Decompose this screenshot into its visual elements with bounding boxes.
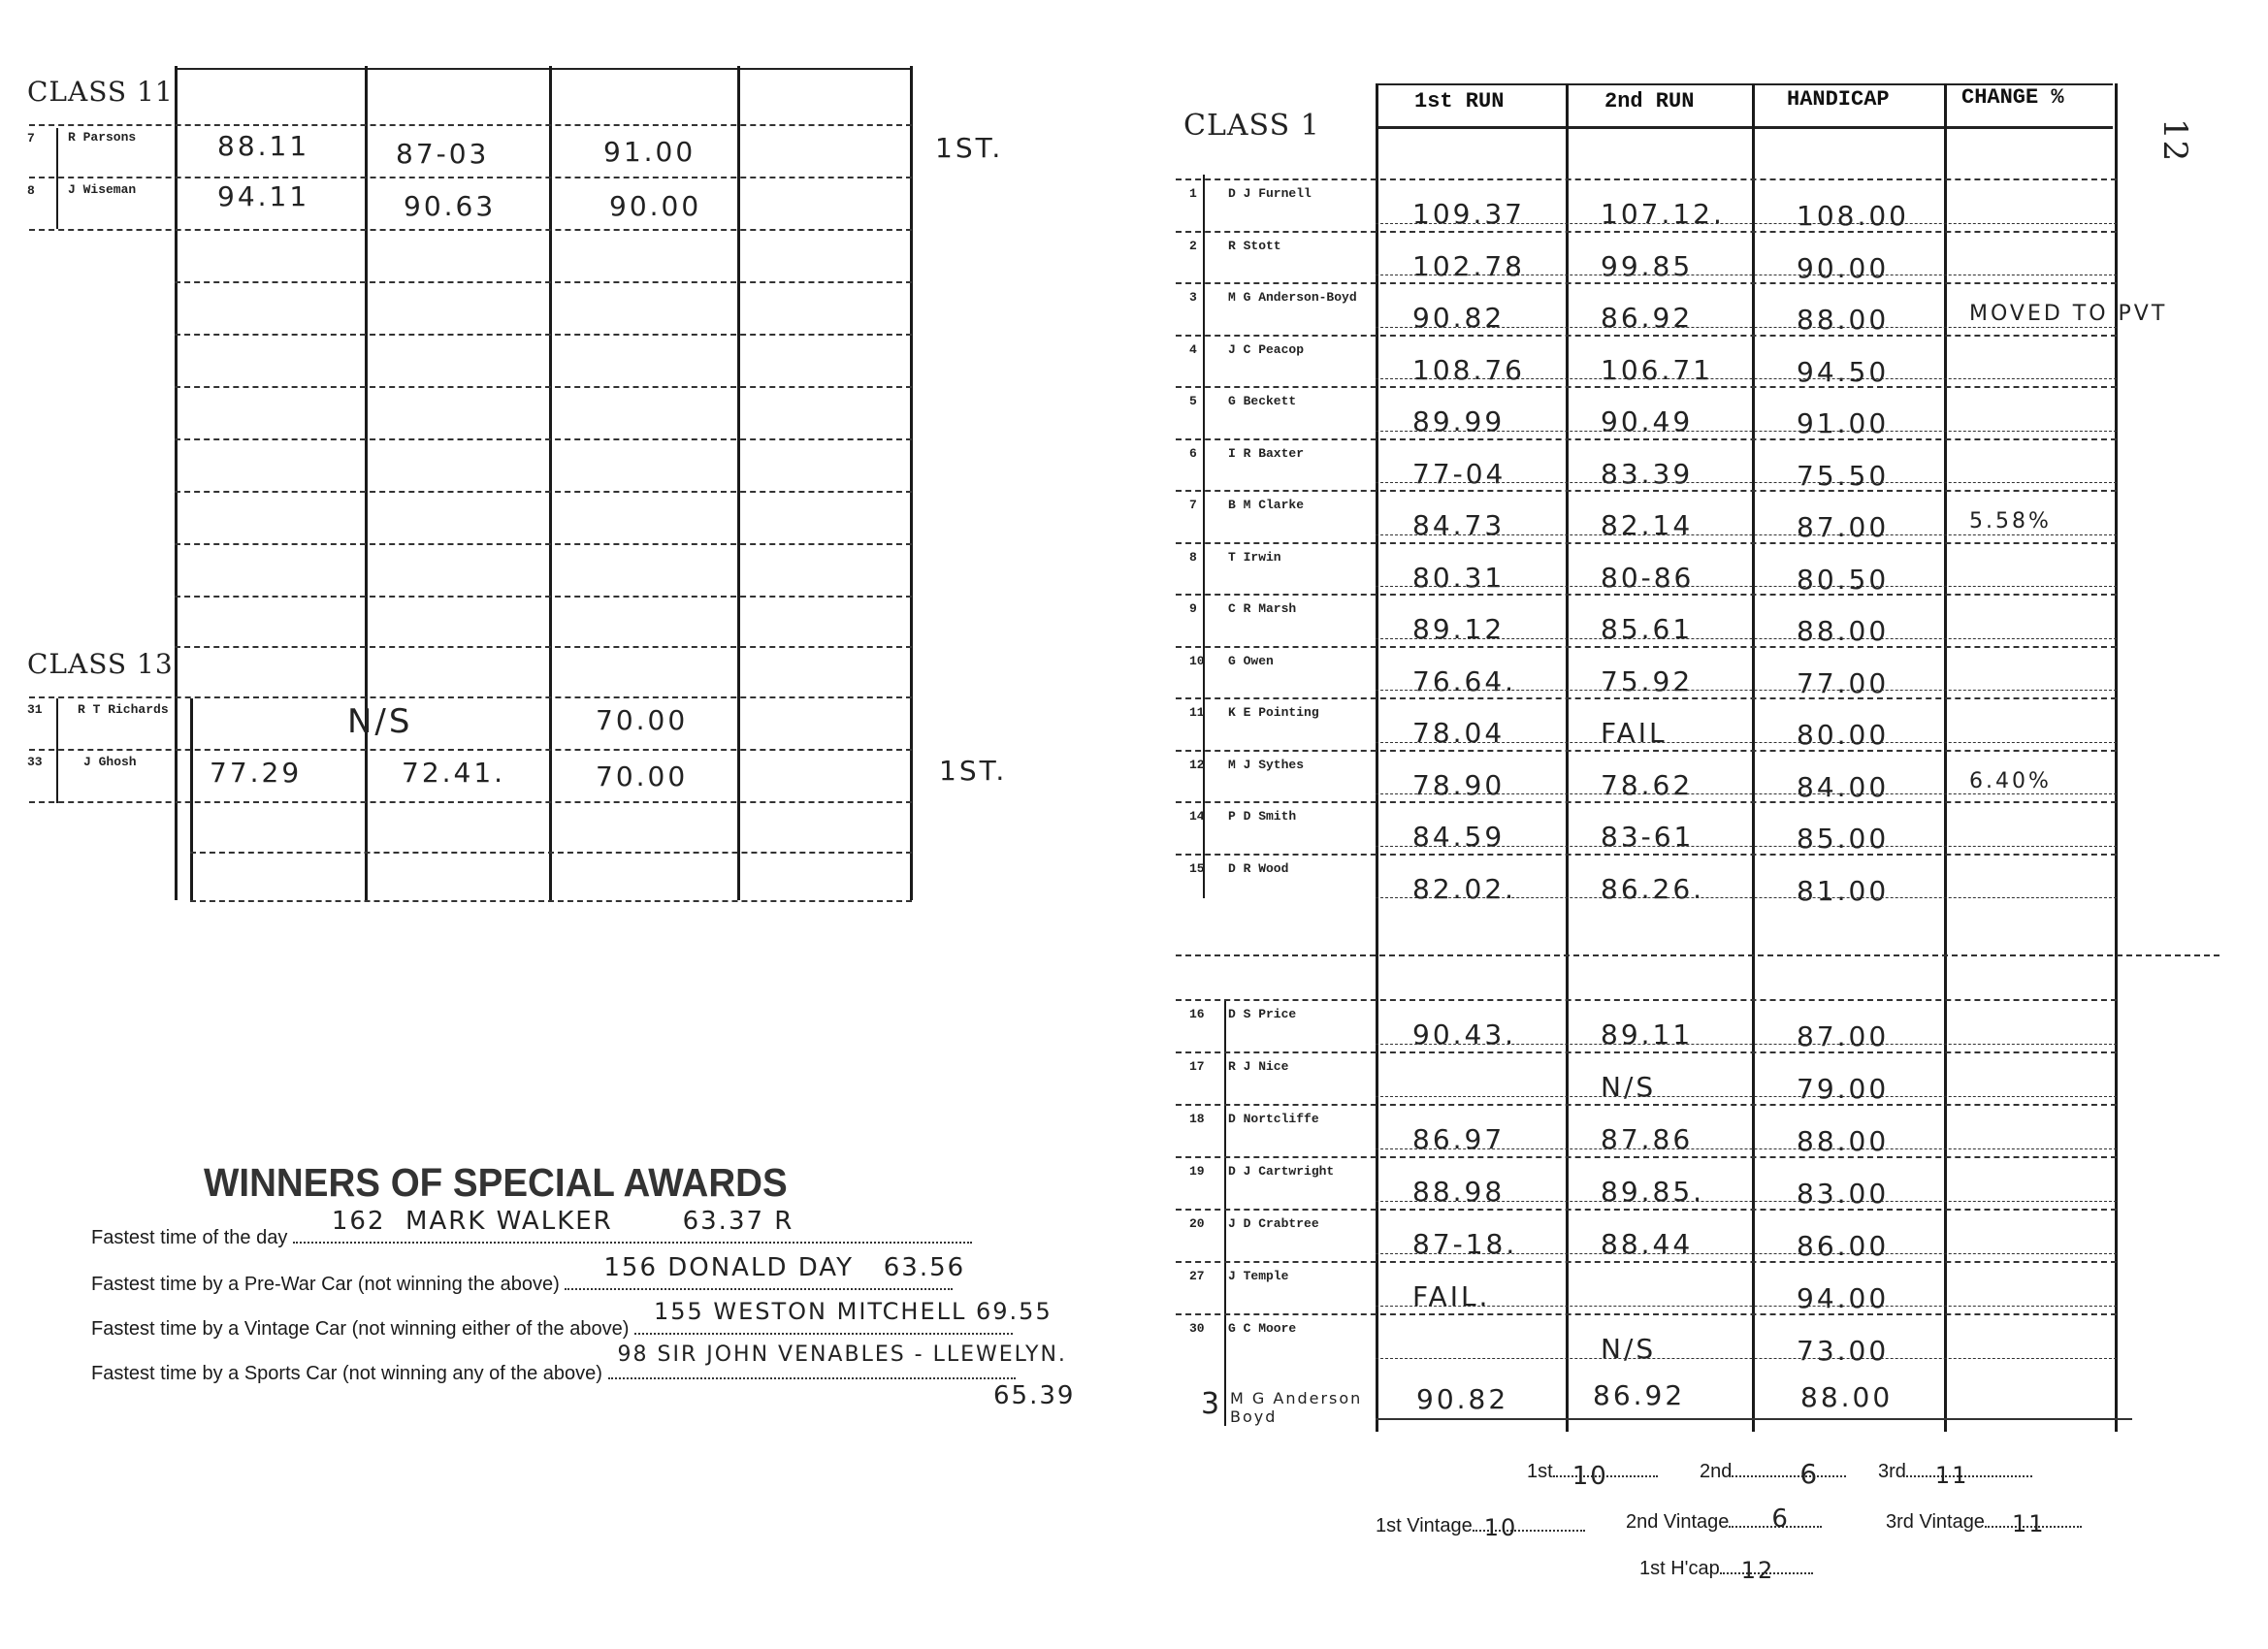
driver-name: J Ghosh <box>83 755 137 769</box>
placing-1st-vintage <box>1376 1514 1585 1541</box>
run1-time: 102.78 <box>1412 249 1525 282</box>
driver-name: T Irwin <box>1228 549 1281 565</box>
grid-vline <box>1376 83 1378 1432</box>
placing-value: 12 <box>1740 1557 1775 1584</box>
grid-vline <box>2115 83 2118 1432</box>
header-change: CHANGE % <box>1961 85 2064 110</box>
row-line <box>1376 638 2117 639</box>
placing-value: 10 <box>1571 1462 1608 1491</box>
driver-name: D Nortcliffe <box>1228 1112 1319 1126</box>
run1-time: 108.76 <box>1412 353 1525 386</box>
run1-time: FAIL. <box>1412 1280 1491 1312</box>
award-value: 98 SIR JOHN VENABLES - LLEWELYN. <box>617 1342 1067 1367</box>
row-number: 27 <box>1189 1269 1205 1283</box>
run1-time: 86.97 <box>1412 1123 1506 1155</box>
award-label: Fastest time by a Pre-War Car (not winning the above) <box>91 1274 560 1295</box>
row-line <box>1376 586 2117 587</box>
run1-time: 84.59 <box>1412 821 1506 853</box>
row-line <box>190 900 912 902</box>
run1-time: 84.73 <box>1412 509 1506 541</box>
grid-vline <box>190 698 193 902</box>
row-line <box>29 229 912 231</box>
run1-time: 88.11 <box>217 130 310 162</box>
row-line <box>1376 223 2117 224</box>
handicap-value: 94.50 <box>1797 355 1890 388</box>
driver-name: R J Nice <box>1228 1059 1289 1074</box>
run1-time: 78.04 <box>1412 717 1506 749</box>
handicap-value: 84.00 <box>1797 770 1890 803</box>
row-line <box>1376 327 2117 328</box>
driver-name: J Wiseman <box>68 182 137 197</box>
header-bottom-line <box>1376 126 2113 129</box>
row-number: 1 <box>1189 186 1197 201</box>
row-line <box>1176 386 2117 388</box>
row-line <box>190 852 912 854</box>
run2-time: 88.44 <box>1601 1228 1694 1260</box>
handicap-value: 73.00 <box>1797 1335 1890 1367</box>
row-line <box>1176 594 2117 596</box>
driver-name: R Parsons <box>68 130 137 145</box>
row-line <box>1376 534 2117 535</box>
run1-time: 90.82 <box>1416 1383 1509 1415</box>
award-label: Fastest time by a Sports Car (not winning any of the above) <box>91 1363 602 1384</box>
driver-name: D S Price <box>1228 1007 1297 1021</box>
page-number: 12 <box>2155 118 2194 163</box>
run2-time: 85.61 <box>1601 613 1694 645</box>
handicap-value: 91.00 <box>603 136 697 168</box>
placing-1st <box>1527 1461 1658 1491</box>
row-number: 3 <box>1201 1387 1223 1421</box>
row-line <box>1176 750 2117 752</box>
awards-title: WINNERS OF SPECIAL AWARDS <box>204 1160 788 1205</box>
handicap-value: 90.00 <box>1797 251 1890 284</box>
run2-time: N/S <box>1601 1071 1657 1103</box>
award-line <box>91 1342 1139 1385</box>
row-line <box>29 696 912 698</box>
handicap-value: 88.00 <box>1797 615 1890 647</box>
run1-time: 89.12 <box>1412 613 1506 645</box>
driver-name: P D Smith <box>1228 809 1297 824</box>
row-number: 4 <box>1189 341 1197 357</box>
row-line <box>1376 1418 2132 1420</box>
handicap-value: 80.50 <box>1797 563 1890 596</box>
handicap-value: 83.00 <box>1797 1178 1890 1210</box>
driver-name: M G Anderson-Boyd <box>1228 290 1357 305</box>
placing-value: 6 <box>1799 1458 1820 1490</box>
handicap-value: 87.00 <box>1797 511 1890 543</box>
handicap-value: 86.00 <box>1797 1230 1890 1262</box>
placing-value: 10 <box>1483 1514 1518 1541</box>
row-line <box>1176 178 2117 180</box>
placing-label: 1st Vintage <box>1376 1515 1473 1536</box>
row-line <box>1376 1044 2117 1045</box>
row-line <box>1176 438 2117 440</box>
row-line <box>175 281 912 283</box>
handicap-value: 88.00 <box>1797 1125 1890 1157</box>
row-line <box>1376 378 2117 379</box>
run1-time: 82.02. <box>1412 872 1517 905</box>
row-line <box>1176 646 2117 648</box>
header-handicap: HANDICAP <box>1787 87 1890 112</box>
class11-title: CLASS 11 <box>27 76 174 108</box>
placing-1st-hcap <box>1639 1557 1813 1584</box>
section-separator <box>1176 954 2219 956</box>
placing-label: 1st <box>1527 1461 1553 1482</box>
driver-name: D J Furnell <box>1228 186 1312 201</box>
driver-name: G Owen <box>1228 653 1274 668</box>
row-line <box>1176 854 2117 856</box>
driver-name: R Stott <box>1228 238 1281 253</box>
award-label: Fastest time of the day <box>91 1227 288 1248</box>
change-value: 6.40% <box>1969 768 2052 793</box>
run2-time: 107.12. <box>1601 198 1725 230</box>
row-number: 8 <box>27 183 35 198</box>
run1-time: 90.43. <box>1412 1018 1517 1051</box>
driver-name: M G Anderson Boyd <box>1230 1389 1363 1426</box>
handicap-value: 94.00 <box>1797 1282 1890 1314</box>
run2-time: 99.85 <box>1601 249 1694 282</box>
run2-time: 83-61 <box>1601 821 1695 853</box>
row-line <box>1176 1313 2117 1315</box>
run2-time: 106.71 <box>1601 353 1713 386</box>
row-line <box>29 124 912 126</box>
driver-name: M J Sythes <box>1228 757 1305 772</box>
run1-time: 90.82 <box>1412 302 1506 334</box>
row-line <box>29 801 912 803</box>
grid-vline <box>56 128 58 229</box>
row-line <box>1376 1358 2117 1359</box>
row-number: 16 <box>1189 1007 1205 1021</box>
run2-time: 78.62 <box>1601 768 1694 801</box>
run1-time: 78.90 <box>1412 768 1506 801</box>
row-number: 15 <box>1189 860 1205 876</box>
driver-name: K E Pointing <box>1228 705 1319 720</box>
row-line <box>1176 1051 2117 1053</box>
run1-time: 77-04 <box>1412 457 1507 490</box>
run1-time: 77.29 <box>210 757 303 789</box>
driver-name: J D Crabtree <box>1228 1216 1319 1231</box>
change-value: MOVED TO PVT <box>1969 302 2168 326</box>
award-label: Fastest time by a Vintage Car (not winning either of the above) <box>91 1318 630 1340</box>
run2-time: 89.85. <box>1601 1176 1705 1208</box>
row-number: 2 <box>1189 238 1197 253</box>
row-number: 10 <box>1189 653 1205 668</box>
run2-time: 87-03 <box>396 138 490 170</box>
row-number: 8 <box>1189 549 1197 565</box>
row-line <box>175 646 912 648</box>
row-line <box>1376 1148 2117 1149</box>
row-line <box>1376 690 2117 691</box>
run2-time: 87.86 <box>1601 1123 1694 1155</box>
row-line <box>1376 1201 2117 1202</box>
placing-3rd-vintage <box>1886 1510 2082 1537</box>
row-line <box>1376 1253 2117 1254</box>
row-line <box>1176 335 2117 337</box>
row-number: 31 <box>27 702 43 717</box>
run2-time: FAIL <box>1601 717 1668 749</box>
row-line <box>1376 431 2117 432</box>
driver-name: I R Baxter <box>1228 445 1305 461</box>
handicap-value: 70.00 <box>596 760 689 792</box>
run1-time: 109.37 <box>1412 198 1525 230</box>
grid-vline <box>175 66 178 900</box>
handicap-value: 88.00 <box>1797 304 1890 336</box>
handicap-value: 87.00 <box>1797 1020 1890 1052</box>
run1-time: 80.31 <box>1412 561 1506 594</box>
driver-name: D J Cartwright <box>1228 1164 1335 1179</box>
placing-2nd <box>1700 1458 1846 1490</box>
row-line <box>175 438 912 440</box>
row-line <box>1176 697 2117 699</box>
handicap-value: 90.00 <box>609 190 702 222</box>
place-mark: 1ST. <box>939 755 1008 787</box>
driver-name: G Beckett <box>1228 394 1297 408</box>
row-line <box>1376 1096 2117 1097</box>
row-line <box>175 386 912 388</box>
row-number: 5 <box>1189 394 1197 408</box>
row-number: 19 <box>1189 1164 1205 1179</box>
handicap-value: 108.00 <box>1797 200 1909 232</box>
grid-vline <box>1752 83 1755 1432</box>
row-line <box>1176 1261 2117 1263</box>
run1-time: 87-18. <box>1412 1228 1518 1260</box>
row-number: 33 <box>27 755 43 769</box>
placing-value: 11 <box>1934 1462 1969 1489</box>
grid-vline <box>910 66 913 900</box>
placing-label: 3rd <box>1878 1461 1906 1482</box>
placing-label: 2nd <box>1700 1461 1733 1482</box>
handicap-value: 79.00 <box>1797 1073 1890 1105</box>
driver-name: R T Richards <box>78 702 169 717</box>
run1-time: 76.64. <box>1412 664 1517 697</box>
grid-vline <box>549 66 552 900</box>
run2-time: 82.14 <box>1601 509 1694 541</box>
row-line <box>1176 231 2117 233</box>
placing-value: 6 <box>1771 1504 1790 1534</box>
handicap-value: 85.00 <box>1797 823 1890 855</box>
award-line <box>91 1298 1119 1341</box>
placing-2nd-vintage <box>1626 1504 1822 1534</box>
grid-top-line <box>175 68 912 70</box>
handicap-value: 70.00 <box>596 704 689 736</box>
row-line <box>1376 897 2117 898</box>
grid-vline <box>1566 83 1569 1432</box>
grid-vline <box>56 698 58 803</box>
run2-time: 80-86 <box>1601 561 1695 594</box>
row-number: 30 <box>1189 1321 1205 1336</box>
run1-time: 89.99 <box>1412 405 1506 437</box>
row-number: 14 <box>1189 809 1205 824</box>
driver-name: C R Marsh <box>1228 601 1297 616</box>
row-line <box>1376 793 2117 794</box>
driver-name: J C Peacop <box>1228 341 1305 357</box>
class1-title: CLASS 1 <box>1183 109 1320 143</box>
run2-time: 89.11 <box>1601 1018 1694 1051</box>
handicap-value: 80.00 <box>1797 719 1890 751</box>
award-line <box>91 1253 1100 1296</box>
grid-vline <box>365 66 368 900</box>
placing-3rd <box>1878 1461 2032 1489</box>
grid-vline <box>737 66 740 900</box>
award-value: 155 WESTON MITCHELL 69.55 <box>653 1298 1053 1325</box>
award-value: 156 DONALD DAY 63.56 <box>603 1253 966 1282</box>
row-line <box>175 543 912 545</box>
row-number: 9 <box>1189 601 1197 616</box>
row-line <box>1376 482 2117 483</box>
run2-time: N/S <box>347 702 413 741</box>
row-line <box>175 491 912 493</box>
driver-name: B M Clarke <box>1228 498 1305 512</box>
row-line <box>1176 1209 2117 1211</box>
header-2nd-run: 2nd RUN <box>1604 89 1695 113</box>
row-number: 6 <box>1189 445 1197 461</box>
run1-time: 88.98 <box>1412 1176 1506 1208</box>
grid-vline <box>1224 999 1226 1426</box>
row-number: 12 <box>1189 757 1205 772</box>
place-mark: 1ST. <box>935 132 1004 164</box>
row-line <box>1176 1156 2117 1158</box>
row-number: 7 <box>27 131 35 146</box>
row-line <box>1176 490 2117 492</box>
row-number: 3 <box>1189 290 1197 305</box>
row-line <box>29 749 912 751</box>
run2-time: N/S <box>1601 1333 1657 1365</box>
run1-time: 94.11 <box>217 180 310 212</box>
row-number: 11 <box>1189 705 1205 720</box>
award-value: 162 MARK WALKER 63.37 R <box>331 1207 794 1236</box>
run2-time: 90.49 <box>1601 405 1694 437</box>
run2-time: 72.41. <box>402 757 506 789</box>
award-extra-value: 65.39 <box>993 1381 1076 1410</box>
run2-time: 86.26. <box>1601 872 1705 905</box>
award-line <box>91 1207 1090 1249</box>
change-value: 5.58% <box>1969 509 2052 534</box>
row-line <box>1176 801 2117 803</box>
placing-label: 2nd Vintage <box>1626 1511 1730 1533</box>
handicap-value: 77.00 <box>1797 666 1890 699</box>
row-number: 18 <box>1189 1112 1205 1126</box>
handicap-value: 88.00 <box>1800 1381 1894 1413</box>
placing-label: 3rd Vintage <box>1886 1511 1985 1533</box>
row-line <box>1176 1104 2117 1106</box>
row-line <box>1376 1306 2117 1307</box>
driver-name: J Temple <box>1228 1269 1289 1283</box>
placing-value: 11 <box>2011 1510 2046 1537</box>
row-number: 7 <box>1189 498 1197 512</box>
handicap-value: 91.00 <box>1797 407 1890 439</box>
grid-vline <box>1944 83 1947 1432</box>
row-line <box>1376 742 2117 743</box>
row-line <box>1376 846 2117 847</box>
run2-time: 75.92 <box>1601 664 1694 697</box>
row-line <box>1176 542 2117 544</box>
row-number: 20 <box>1189 1216 1205 1231</box>
row-line <box>175 596 912 598</box>
row-number: 17 <box>1189 1059 1205 1074</box>
row-line <box>175 334 912 336</box>
row-line <box>1176 282 2117 284</box>
handicap-value: 81.00 <box>1797 874 1890 907</box>
driver-name: G C Moore <box>1228 1321 1297 1336</box>
run2-time: 90.63 <box>404 190 497 222</box>
run2-time: 86.92 <box>1593 1379 1686 1411</box>
row-line <box>1176 999 2117 1001</box>
driver-name: D R Wood <box>1228 860 1289 876</box>
placing-label: 1st H'cap <box>1639 1558 1720 1579</box>
run2-time: 83.39 <box>1601 457 1694 490</box>
row-line <box>29 177 912 178</box>
run2-time: 86.92 <box>1601 302 1694 334</box>
class13-title: CLASS 13 <box>27 648 174 680</box>
header-1st-run: 1st RUN <box>1414 89 1505 113</box>
handicap-value: 75.50 <box>1797 459 1890 492</box>
